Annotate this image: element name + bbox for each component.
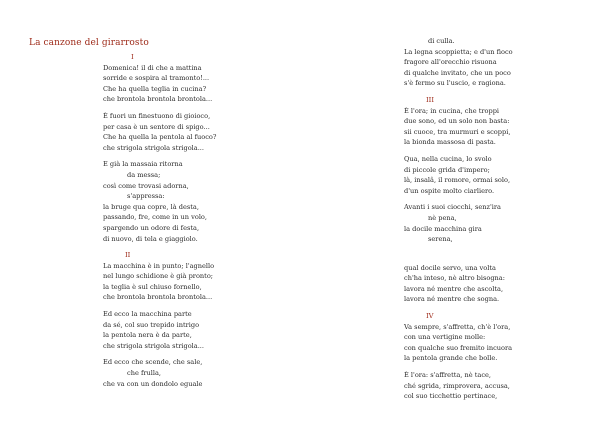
stanza [103,261,223,303]
left-column [103,52,223,395]
verse-line: due sono, ed un solo non basta: [404,117,510,126]
section-number: I [131,53,134,61]
stanza [103,309,223,351]
right-column [404,36,524,408]
verse-line: che va con un dondolo eguale [103,379,203,388]
verse-line: col suo ticchettio pertinace, [404,392,498,401]
verse-line: sorride e sospira al tramonto!... [103,74,210,83]
verse-line: E già la massaia ritorna [103,160,183,169]
verse-line: di qualche invitato, che un poco [404,68,511,77]
verse-line: Che ha quella teglia in cucina? [103,84,207,93]
verse-line: spargendo un odore di festa, [103,223,200,232]
verse-line: nè pena, [428,213,457,222]
section-number: III [426,95,435,104]
spacer [404,251,524,263]
verse-line: sii cuoce, tra murmuri e scoppi, [404,127,511,136]
verse-line: la docile macchina gira [404,224,482,233]
verse-line: là, insalâ, il romore, ormai solo, [404,176,511,185]
verse-line: nel lungo schidione è già pronto; [103,272,214,281]
verse-line: la pentola grande che bolle. [404,354,498,363]
verse-line: con qualche suo fremito incuora [404,343,513,352]
stanza [404,202,524,244]
stanza [404,154,524,196]
verse-line: È l'ora; in cucina, che troppi [404,106,500,115]
verse-line: qual docile servo, una volta [404,263,496,272]
stanza [404,263,524,305]
verse-line: ch'ha inteso, nè altro bisogna: [404,274,505,283]
stanza [103,159,223,244]
verse-line: con una vertigine molle: [404,333,486,342]
section-number: IV [426,312,434,321]
stanza [404,106,524,148]
verse-line: Avanti i suoi ciocchi, senz'ira [404,203,501,212]
verse-line: la teglia è sul chiuso fornello, [103,282,202,291]
verse-line: la bionda massosa di pasta. [404,138,496,147]
poem-title: La canzone del girarrosto [29,38,149,48]
verse-line: che brontola brontola brontola... [103,293,213,302]
verse-line: d'un ospite molto ciarliero. [404,186,495,195]
verse-line: di nuovo, di tela e giaggiolo. [103,234,198,243]
stanza [103,357,223,389]
verse-line: s'appressa: [127,192,165,201]
verse-line: passando, fre, come in un volo, [103,213,207,222]
verse-line: lavora né mentre che sogna. [404,295,500,304]
verse-line: lavora né mentre che ascolta, [404,284,504,293]
verse-line: così come trovasi adorna, [103,181,189,190]
verse-line: Va sempre, s'affretta, ch'è l'ora, [404,322,511,331]
verse-line: che strigola strigola strigola... [103,143,204,152]
stanza [404,370,524,402]
stanza [404,322,524,364]
verse-line: Domenica! il di che a mattina [103,63,202,72]
verse-line: che strigola strigola strigola... [103,341,204,350]
verse-line: di culla. [428,37,455,45]
verse-line: che frulla, [127,369,162,378]
verse-line: È fuori un finestuono di gioioco, [103,111,211,120]
stanza [103,63,223,105]
verse-line: che brontola brontola brontola... [103,95,213,104]
verse-line: La legna scoppietta; e d'un fioco [404,47,513,56]
verse-line: Che ha quella la pentola al fuoco? [103,133,217,142]
verse-line: ché sgrida, rimprovera, accusa, [404,381,510,390]
verse-line: fragore all'orecchio risuona [404,58,497,67]
section-number: II [125,251,131,260]
verse-line: Ed ecco che scende, che sale, [103,358,203,367]
verse-line: da sé, col suo trepido intrigo [103,320,200,329]
verse-line: s'è fermo su l'uscio, e ragiona. [404,79,506,88]
verse-line: da messa; [127,170,161,179]
verse-line: la bruge qua copre, là desta, [103,202,199,211]
verse-line: La macchina è in punto; l'agnello [103,261,215,270]
verse-line: per casa è un sentore di spigo... [103,122,210,131]
verse-line: Qua, nella cucina, lo svolo [404,154,492,163]
stanza [404,36,524,89]
stanza [103,111,223,153]
verse-line: Ed ecco la macchina parte [103,310,192,319]
verse-line: serena, [428,235,453,244]
verse-line: di piccole grida d'impero; [404,165,490,174]
verse-line: È l'ora: s'affretta, nè tace, [404,371,492,380]
verse-line: la pentola nera è da parte, [103,331,192,340]
